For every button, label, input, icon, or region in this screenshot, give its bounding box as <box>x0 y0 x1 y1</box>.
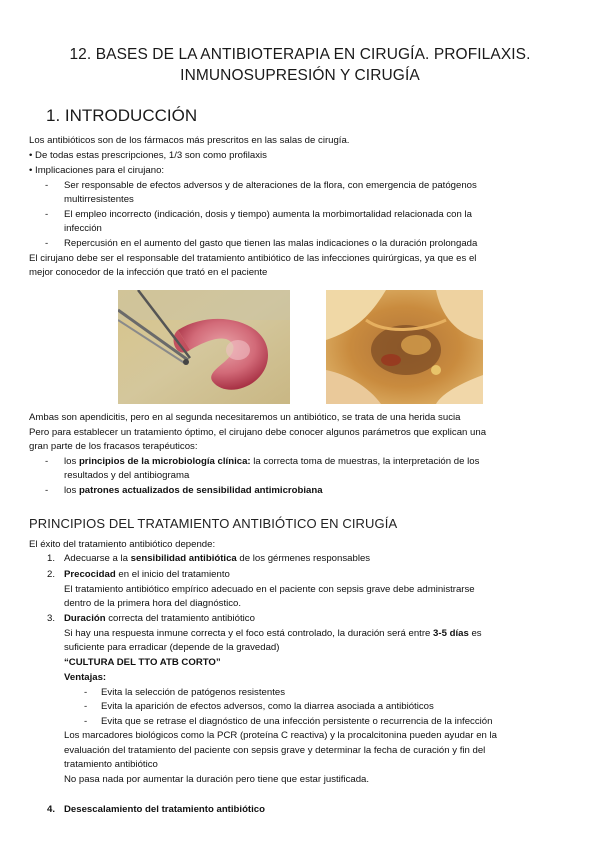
principio-desescalamiento: Desescalamiento del tratamiento antibiótico <box>64 804 265 815</box>
surgeon-paragraph: El cirujano debe ser el responsable del tratamiento antibiótico de las infecciones quirúrgicas, ya que es el <box>29 253 477 264</box>
section-heading-principios: PRINCIPIOS DEL TRATAMIENTO ANTIBIÓTICO EN CIRUGÍA <box>29 516 398 531</box>
list-number: 4. <box>47 804 56 815</box>
list-dash: - <box>45 180 49 191</box>
ventaja-item: Evita que se retrase el diagnóstico de una infección persistente o recurrencia de la infección <box>101 716 493 727</box>
title-line-1: 12. BASES DE LA ANTIBIOTERAPIA EN CIRUGÍA. PROFILAXIS. <box>69 46 531 63</box>
cultura-quote: “CULTURA DEL TTO ATB CORTO” <box>64 657 221 668</box>
principio-duracion: Duración correcta del tratamiento antibiótico <box>64 613 255 624</box>
title-line-2: INMUNOSUPRESIÓN Y CIRUGÍA <box>180 67 420 84</box>
implication-line: Ser responsable de efectos adversos y de alteraciones de la flora, con emergencia de patógenos <box>64 180 477 191</box>
bullet-implicaciones: • Implicaciones para el cirujano: <box>29 165 165 176</box>
params-paragraph: Pero para establecer un tratamiento óptimo, el cirujano debe conocer algunos parámetros que explican una <box>29 427 487 438</box>
principio-precocidad: Precocidad en el inicio del tratamiento <box>64 569 230 580</box>
ventajas-label: Ventajas: <box>64 672 107 683</box>
surgeon-paragraph: mejor conocedor de la infección que trató en el paciente <box>29 267 268 278</box>
marcadores-text: evaluación del tratamiento del paciente con sepsis grave y determinar la fecha de curación y fin del <box>64 745 486 756</box>
after-images-paragraph: Ambas son apendicitis, pero en al segunda necesitaremos un antibiótico, se trata de una herida sucia <box>29 412 461 423</box>
precocidad-text: El tratamiento antibiótico empírico adecuado en el paciente con sepsis grave debe administrarse <box>64 584 475 595</box>
page-title <box>20 44 580 86</box>
param-microbiologia-cont: resultados y del antibiograma <box>64 470 190 481</box>
implication-line: infección <box>64 223 102 234</box>
list-dash: - <box>45 456 49 467</box>
bullet-profilaxis: • De todas estas prescripciones, 1/3 son como profilaxis <box>29 150 267 161</box>
ventaja-item: Evita la aparición de efectos adversos, como la diarrea asociada a antibióticos <box>101 701 434 712</box>
param-microbiologia: los principios de la microbiología clínica: la correcta toma de muestras, la interpretación de los <box>64 456 480 467</box>
list-dash: - <box>45 238 49 249</box>
duracion-text: Si hay una respuesta inmune correcta y el foco está controlado, la duración será entre 3-5 días es <box>64 628 482 639</box>
list-dash: - <box>84 701 88 712</box>
implication-line: Repercusión en el aumento del gasto que tienen las malas indicaciones o la duración prolongada <box>64 238 478 249</box>
precocidad-text: dentro de la primera hora del diagnóstico. <box>64 598 242 609</box>
ventaja-item: Evita la selección de patógenos resistentes <box>101 687 285 698</box>
list-dash: - <box>84 716 88 727</box>
marcadores-text: tratamiento antibiótico <box>64 759 158 770</box>
principio-sensibilidad: Adecuarse a la sensibilidad antibiótica de los gérmenes responsables <box>64 553 371 564</box>
list-dash: - <box>45 485 49 496</box>
list-number: 3. <box>47 613 56 624</box>
implication-line: El empleo incorrecto (indicación, dosis y tiempo) aumenta la morbimortalidad relacionada con la <box>64 209 472 220</box>
appendix-photo-dirty <box>326 290 483 404</box>
appendix-photo-clean <box>118 290 290 404</box>
implication-line: multirresistentes <box>64 194 134 205</box>
no-pasa-nada-text: No pasa nada por aumentar la duración pero tiene que estar justificada. <box>64 774 370 785</box>
param-sensibilidad: los patrones actualizados de sensibilidad antimicrobiana <box>64 485 323 496</box>
marcadores-text: Los marcadores biológicos como la PCR (proteína C reactiva) y la procalcitonina pueden ayudar en la <box>64 730 498 741</box>
intro-paragraph: Los antibióticos son de los fármacos más prescritos en las salas de cirugía. <box>29 135 350 146</box>
principios-intro: El éxito del tratamiento antibiótico depende: <box>29 539 216 550</box>
duracion-text: suficiente para erradicar (depende de la gravedad) <box>64 642 280 653</box>
list-number: 2. <box>47 569 56 580</box>
list-number: 1. <box>47 553 56 564</box>
list-dash: - <box>84 687 88 698</box>
params-paragraph: gran parte de los fracasos terapéuticos: <box>29 441 198 452</box>
section-heading-introduccion: 1. INTRODUCCIÓN <box>46 106 198 125</box>
list-dash: - <box>45 209 49 220</box>
